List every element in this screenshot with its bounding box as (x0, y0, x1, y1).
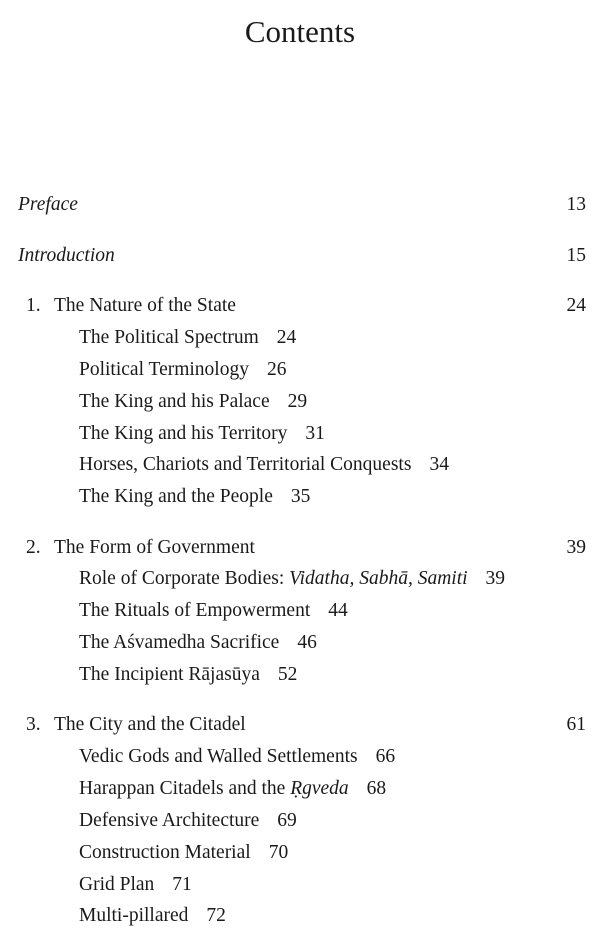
section-page: 69 (277, 810, 297, 831)
chapter-number: 2. (26, 537, 41, 558)
chapter-title: The Nature of the State (54, 295, 236, 316)
section-title: Multi-pillared (79, 905, 189, 926)
chapter-page: 24 (566, 295, 586, 316)
section-title: The Political Spectrum (79, 327, 259, 348)
chapter-page: 61 (566, 714, 586, 735)
toc-section[interactable] (0, 483, 600, 511)
entry-page: 13 (566, 194, 586, 215)
entry-title: Introduction (18, 245, 115, 266)
chapter-page: 39 (566, 537, 586, 558)
toc-section[interactable] (0, 451, 600, 479)
toc-section[interactable] (0, 807, 600, 835)
toc-section[interactable] (0, 902, 600, 930)
toc-chapter-1[interactable] (0, 292, 600, 320)
section-title: Harappan Citadels and the (79, 778, 291, 799)
toc-section[interactable] (0, 775, 600, 803)
page-title: Contents (244, 14, 356, 49)
section-title: Horses, Chariots and Territorial Conquests (79, 454, 412, 475)
section-title: Construction Material (79, 842, 251, 863)
section-page: 68 (366, 778, 387, 799)
toc-section[interactable] (0, 356, 600, 384)
section-title: Political Terminology (79, 359, 249, 380)
toc-chapter-3[interactable] (0, 711, 600, 739)
section-page: 34 (429, 454, 449, 475)
section-page: 44 (328, 600, 348, 621)
section-title: Role of Corporate Bodies: (79, 568, 290, 589)
section-page: 66 (375, 746, 396, 767)
toc-section[interactable] (0, 324, 600, 352)
chapter-number: 1. (26, 295, 41, 316)
toc-section[interactable] (0, 839, 600, 867)
toc-section[interactable] (0, 743, 600, 771)
section-page: 24 (276, 327, 297, 348)
section-title: Defensive Architecture (79, 810, 260, 831)
toc-section[interactable] (0, 871, 600, 899)
section-page: 72 (206, 905, 226, 926)
section-title: The Rituals of Empowerment (79, 600, 311, 621)
section-page: 46 (297, 632, 317, 653)
chapter-title: The Form of Government (54, 537, 255, 558)
section-page: 70 (268, 842, 289, 863)
toc-chapter-2[interactable] (0, 534, 600, 562)
section-title: The King and the People (79, 486, 273, 507)
entry-title: Preface (18, 194, 78, 215)
section-title: The King and his Territory (79, 423, 288, 444)
toc-section[interactable] (0, 597, 600, 625)
section-title: Grid Plan (79, 874, 155, 895)
toc-section[interactable] (0, 388, 600, 416)
chapter-number: 3. (26, 714, 41, 735)
section-title-italic: Ṛgveda (290, 778, 349, 799)
section-page: 26 (266, 359, 287, 380)
section-page: 35 (290, 486, 311, 507)
chapter-title: The City and the Citadel (54, 714, 246, 735)
section-title: The Aśvamedha Sacrifice (79, 632, 280, 653)
toc-entry-introduction[interactable] (0, 242, 600, 270)
section-title: Vedic Gods and Walled Settlements (79, 746, 358, 767)
toc-section[interactable] (0, 565, 600, 593)
section-page: 71 (172, 874, 192, 895)
entry-page: 15 (566, 245, 586, 266)
toc-section[interactable] (0, 629, 600, 657)
toc-entry-preface[interactable] (0, 191, 600, 219)
toc-section[interactable] (0, 661, 600, 689)
section-page: 29 (287, 391, 308, 412)
section-page: 39 (485, 568, 506, 589)
section-title: The King and his Palace (79, 391, 270, 412)
toc-section[interactable] (0, 420, 600, 448)
section-page: 31 (305, 423, 325, 444)
section-title-italic: Vidatha, Sabhā, Samiti (289, 568, 468, 589)
section-page: 52 (277, 664, 298, 685)
section-title: The Incipient Rājasūya (79, 664, 260, 685)
